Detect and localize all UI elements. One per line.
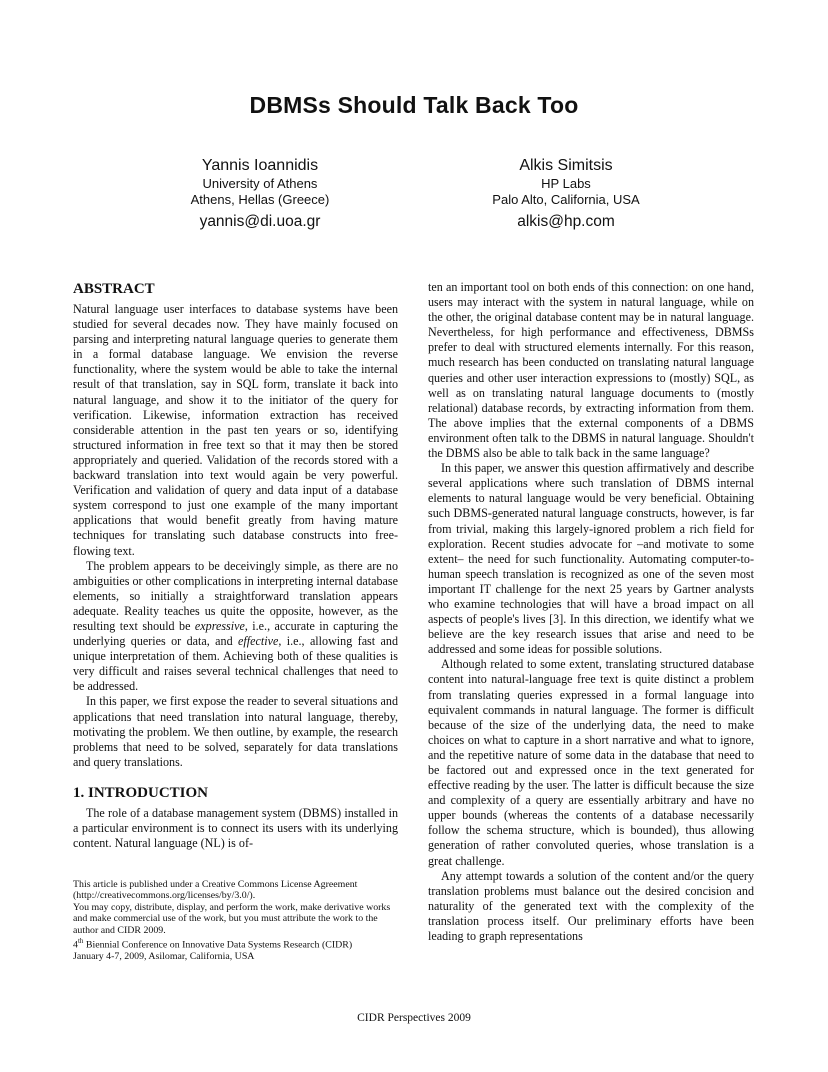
introduction-heading: 1. INTRODUCTION xyxy=(73,784,209,801)
abstract-paragraph-2 xyxy=(73,559,398,695)
paper-title: DBMSs Should Talk Back Too xyxy=(249,92,579,118)
author-name: Yannis Ioannidis xyxy=(201,157,319,174)
introduction-paragraph-1: The role of a database management system (DBMS) installed in a particular environment is to connect its users with its underlying content. Natural language (NL) is of- xyxy=(73,805,398,851)
intro-paragraph-3: Although related to some extent, translating structured database content into natural-language free text is quite distinct a problem from translating queries expressed in a formal language into equivalent commands in natural language. The former is difficult because of the size of the underlying data, the need to make choices on what to capture in a short narrative and what to ignore, and the repetitive nature of some data in the database that need to be factored out and expressed once in the text generated for effective reading by the user. The latter is difficult because the size and complexity of a query are essentially arbitrary and have no upper bounds (whereas the contents of a database necessarily follow the schema structure, which is bounded), thus allowing generation of rather convoluted queries, whose translation is a great challenge. xyxy=(428,657,754,868)
author-block-2 xyxy=(416,156,716,232)
abstract-p2-text-c: , i.e., allowing fast and unique interpretation of them. Achieving both of these qualities is very difficult and raises several technical challenges that need to be addressed. xyxy=(73,634,398,694)
author-block-1 xyxy=(110,156,410,232)
left-column xyxy=(73,280,398,851)
right-column xyxy=(428,280,754,944)
author-affiliation: HP Labs xyxy=(541,176,591,191)
abstract-p2-text-b: , i.e., accurate in capturing the underlying queries or data, and xyxy=(73,618,398,649)
abstract-paragraph-3: In this paper, we first expose the reader to several situations and applications that need translation into natural language, thereby, motivating the problem. We then outline, by example, the research problems that need to be solved, separately for data translations and query translations. xyxy=(73,694,398,769)
footnote-permissions: You may copy, distribute, display, and perform the work, make derivative works and make commercial use of the work, but you must attribute the work to the author and CIDR 2009. xyxy=(73,901,391,936)
footnote-dates: January 4-7, 2009, Asilomar, California, USA xyxy=(73,950,255,962)
conference-number: 4 xyxy=(73,939,78,951)
conference-ordinal: th xyxy=(77,937,84,946)
author-location: Palo Alto, California, USA xyxy=(492,192,640,207)
author-affiliation: University of Athens xyxy=(202,176,318,191)
footnote-license: This article is published under a Creative Commons License Agreement (http://creativecommons.org/licenses/by/3.0/). xyxy=(73,879,358,902)
license-footnote xyxy=(73,879,398,962)
author-name: Alkis Simitsis xyxy=(519,157,613,174)
emphasis-expressive: expressive xyxy=(194,618,245,633)
conference-name: Biennial Conference on Innovative Data Systems Research (CIDR) xyxy=(83,939,353,951)
author-location: Athens, Hellas (Greece) xyxy=(190,192,330,207)
footnote-conference xyxy=(73,936,398,951)
author-email: alkis@hp.com xyxy=(517,213,615,230)
page-footer: CIDR Perspectives 2009 xyxy=(357,1012,471,1024)
author-email: yannis@di.uoa.gr xyxy=(199,213,321,230)
abstract-p2-text-a: The problem appears to be deceivingly simple, as there are no ambiguities or other complications in interpreting internal database elements, so initially a straightforward translation appears adequate. Reality teaches us quite the opposite, however, as the resulting text should be xyxy=(73,558,398,633)
intro-paragraph-4: Any attempt towards a solution of the content and/or the query translation problems must balance out the desired concision and naturality of the generated text with the complexity of the translation process itself. Our preliminary efforts have been leading to graph representations xyxy=(428,868,754,944)
intro-paragraph-2: In this paper, we answer this question affirmatively and describe several applications where such translation of DBMS internal elements to natural language would be very beneficial. Obtaining such DBMS-generated natural language constructs, however, is far from trivial, making this largely-ignored problem a rich field for exploration. Recent studies advocate for –and motivate to some extent– the need for such functionality. Automating computer-to-human speech translation is recognized as one of the seven most important IT challenge for the next 25 years by Gartner analysts who examine technologies that will have a broad impact on all aspects of people's lives [3]. In this direction, we identify what we believe are the key research issues that arise and need to be addressed and some ideas for possible solutions. xyxy=(428,461,754,657)
intro-paragraph-continued: ten an important tool on both ends of this connection: on one hand, users may interact with the system in natural language, while on the other, the original database content may be in natural language. Nevertheless, for high performance and effectiveness, DBMSs prefer to deal with structured elements internally. For this reason, much research has been conducted on translating natural language queries and other user interaction expressions to (mostly) SQL, as well as on translating natural language documents to (mostly relational) database records, by extracting information from them. The above implies that the external components of a DBMS environment often talk to the DBMS in natural language. Shouldn't the DBMS also be able to talk back in the same language? xyxy=(428,280,754,461)
abstract-heading: ABSTRACT xyxy=(73,281,155,297)
emphasis-effective: effective xyxy=(238,634,279,649)
abstract-paragraph-1: Natural language user interfaces to database systems have been studied for several decades now. They have mainly focused on parsing and interpreting natural language queries to generate them in a formal database language. We envision the reverse functionality, where the system would be able to take the internal result of that translation, say in SQL form, translate it back into natural language, and show it to the initiator of the query for verification. Likewise, information extraction has received considerable attention in the past ten years or so, identifying structured information in free text so that it may then be stored appropriately and queried. Validation of the records stored with a backward translation into text would again be very powerful. Verification and validation of query and data input of a database system correspond to just one example of the many important applications that would benefit greatly from having mature techniques for translating such database constructs into free-flowing text. xyxy=(73,302,398,558)
